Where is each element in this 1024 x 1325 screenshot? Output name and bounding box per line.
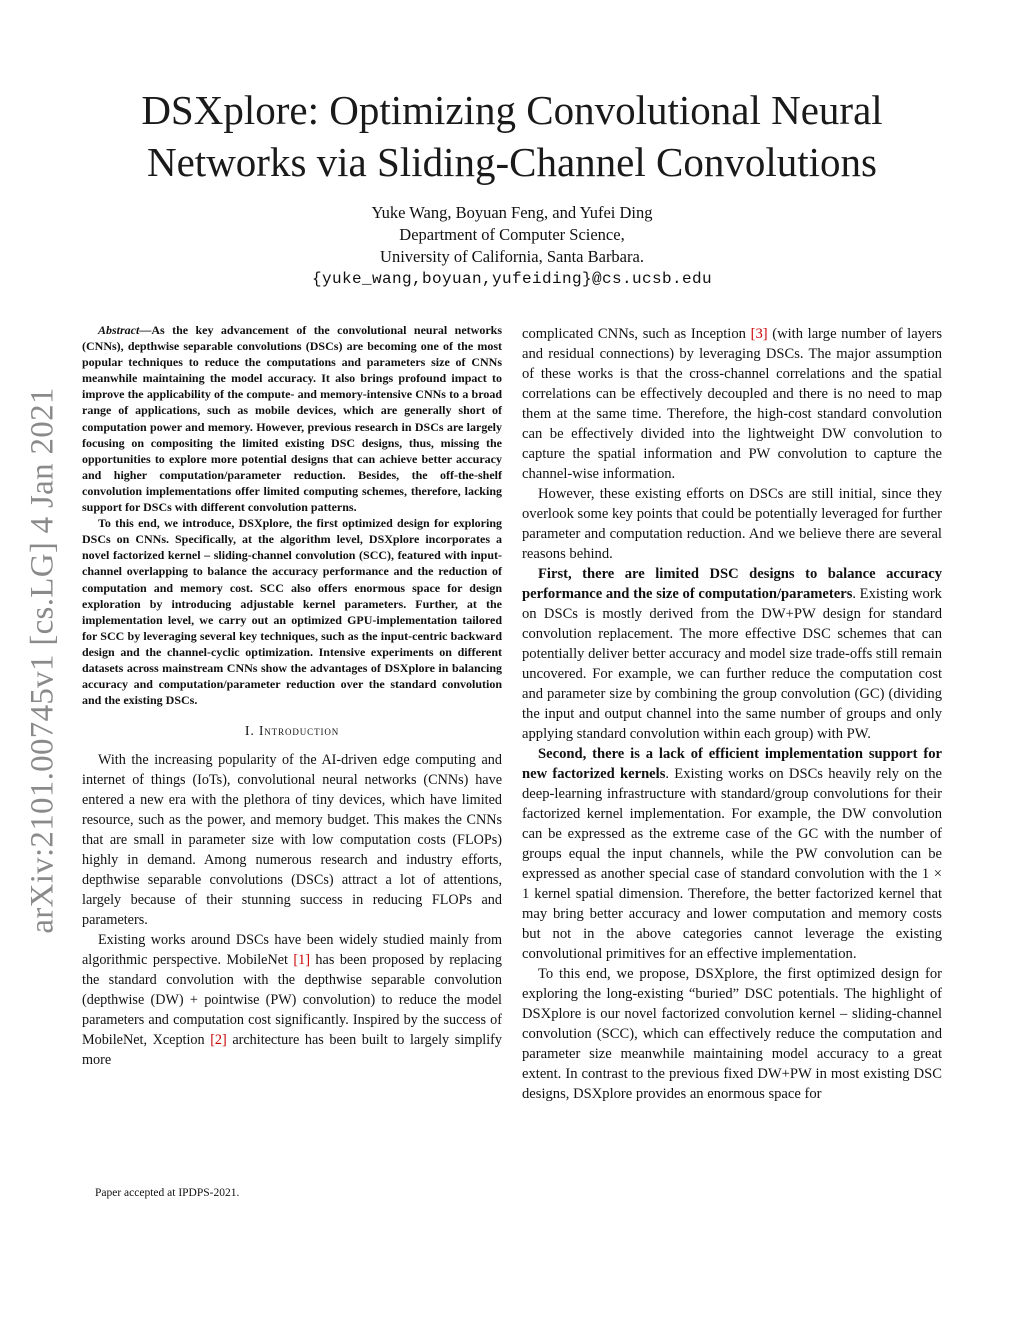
first-reason-text: . Existing work on DSCs is mostly derived from the DW+PW design for standard convolution replacement. The more effective DSC schemes that can potentially deliver better accuracy and model size trade-offs still remain uncovered. For example, we can further reduce the computation cost and parameter size by combining the group convolution (GC) (dividing the input and output channel into the same number of groups and only applying standard convolution within each group) with PW.	[522, 586, 942, 742]
abstract	[82, 322, 502, 708]
abstract-text-1: As the key advancement of the convolutional neural networks (CNNs), depthwise separable convolutions (DSCs) are becoming one of the most popular techniques to reduce the computations and parameters size of CNNs meanwhile maintaining the model accuracy. It also brings profound impact to improve the applicability of the compute- and memory-intensive CNNs to a broad range of applications, such as mobile devices, which are generally short of computation power and memory. However, previous research in DSCs are largely focusing on compositing the limited existing DSC designs, thus, missing the opportunities to explore more potential designs that can achieve better accuracy and higher computation/parameter reduction. Besides, the off-the-shelf convolution implementations offer limited computing schemes, therefore, lacking support for DSCs with different convolution patterns.	[82, 323, 502, 515]
title-line-2: Networks via Sliding-Channel Convolutions	[147, 139, 877, 185]
intro-right-p1-text-a: complicated CNNs, such as Inception	[522, 326, 751, 342]
right-column	[522, 324, 942, 1104]
second-reason-text: . Existing works on DSCs heavily rely on the deep-learning infrastructure with standard/group convolutions for their factorized kernel implementation. For example, the DW convolution can be expressed as the extreme case of the GC with the number of groups equal the input channels, while the PW convolution can be expressed as another special case of standard convolution with the 1 × 1 kernel spatial dimension. Therefore, the better factorized kernel that may bring better accuracy and lower computation and memory costs but not in the above categories cannot leverage the existing convolutional primitives for an effective implementation.	[522, 766, 942, 962]
footnote: Paper accepted at IPDPS-2021.	[95, 1187, 240, 1199]
intro-right-p1-text-b: (with large number of layers and residual connections) by leveraging DSCs. The major assumption of these works is that the cross-channel correlations and the spatial correlations can be effectively decoupled and there is no need to map them at the same time. Therefore, the high-cost standard convolution can be effectively divided into the lightweight DW convolution to capture the spatial information and PW convolution to capture the channel-wise information.	[522, 326, 942, 482]
author-department: Department of Computer Science,	[399, 225, 625, 244]
paper-title	[80, 84, 944, 188]
abstract-paragraph-2: To this end, we introduce, DSXplore, the first optimized design for exploring DSCs on CNNs. Specifically, at the algorithm level, DSXplore incorporates a novel factorized kernel – sliding-channel convolution (SCC), featured with input-channel overlapping to balance the accuracy performance and the reduction of computation and memory cost. SCC also offers enormous space for design exploration by introducing adjustable kernel parameters. Further, at the implementation level, we carry out an optimized GPU-implementation tailored for SCC by leveraging several key techniques, such as the input-centric backward design and the channel-cyclic optimization. Intensive experiments on different datasets across mainstream CNNs show the advantages of DSXplore in balancing accuracy and computation/parameter reduction over the standard convolution and the existing DSCs.	[82, 516, 502, 708]
abstract-paragraph-1	[82, 322, 502, 515]
intro-right-paragraph-5: To this end, we propose, DSXplore, the first optimized design for exploring the long-existing “buried” DSC potentials. The highlight of DSXplore is our novel factorized convolution kernel – sliding-channel convolution (SCC), which can effectively reduce the computation and parameter size meanwhile maintaining model accuracy to a great extent. In contrast to the previous fixed DW+PW in most existing DSC designs, DSXplore provides an enormous space for	[522, 966, 942, 1102]
citation-link[interactable]: [1]	[293, 952, 310, 969]
intro-paragraph-2	[82, 930, 502, 1070]
abstract-dash: —	[139, 323, 152, 337]
author-names: Yuke Wang, Boyuan Feng, and Yufei Ding	[371, 203, 653, 222]
intro-right-paragraph-4	[522, 744, 942, 964]
intro-right-paragraph-1	[522, 324, 942, 484]
section-number: I.	[244, 724, 255, 740]
intro-p2-text-a: Existing works around DSCs have been widely studied mainly from algorithmic perspective. MobileNet	[82, 932, 502, 969]
left-column	[82, 322, 502, 1070]
intro-right-paragraph-3	[522, 564, 942, 744]
citation-link[interactable]: [2]	[210, 1032, 227, 1049]
section-heading	[82, 721, 502, 742]
intro-right-paragraph-2: However, these existing efforts on DSCs are still initial, since they overlook some key points that could be potentially leveraged for further parameter and computation reduction. And we believe there are several reasons behind.	[522, 486, 942, 562]
citation-link[interactable]: [3]	[750, 326, 768, 342]
intro-p2-text-c: architecture has been built to largely simplify more	[82, 1032, 502, 1069]
author-email: {yuke_wang,boyuan,yufeiding}@cs.ucsb.edu	[311, 270, 713, 288]
title-line-1: DSXplore: Optimizing Convolutional Neural	[141, 87, 883, 133]
section-title-text: Introduction	[258, 723, 340, 739]
arxiv-identifier-text: arXiv:2101.00745v1 [cs.LG] 4 Jan 2021	[24, 386, 61, 934]
intro-p2-text-b: has been proposed by replacing the standard convolution with the depthwise separable convolution (depthwise (DW) + pointwise (PW) convolution) to reduce the model parameters and computation cost significantly. Inspired by the success of MobileNet, Xception	[82, 952, 502, 1049]
author-university: University of California, Santa Barbara.	[380, 247, 644, 266]
intro-paragraph-1: With the increasing popularity of the AI-driven edge computing and internet of things (IoTs), convolutional neural networks (CNNs) have entered a new era with the plethora of tiny devices, which have limited resource, such as the power, and memory budget. This makes the CNNs that are small in parameter size with low computation costs (FLOPs) highly in demand. Among numerous research and industry efforts, depthwise separable convolutions (DSCs) attract a lot of attentions, largely because of their stunning success in reducing FLOPs and parameters.	[82, 752, 502, 929]
arxiv-identifier-stamp	[24, 365, 62, 955]
first-reason-heading: First, there are limited DSC designs to balance accuracy performance and the size of computation/parameters	[522, 566, 942, 602]
author-block	[200, 202, 824, 290]
abstract-label: Abstract	[98, 323, 140, 337]
second-reason-heading: Second, there is a lack of efficient implementation support for new factorized kernels	[522, 746, 942, 782]
